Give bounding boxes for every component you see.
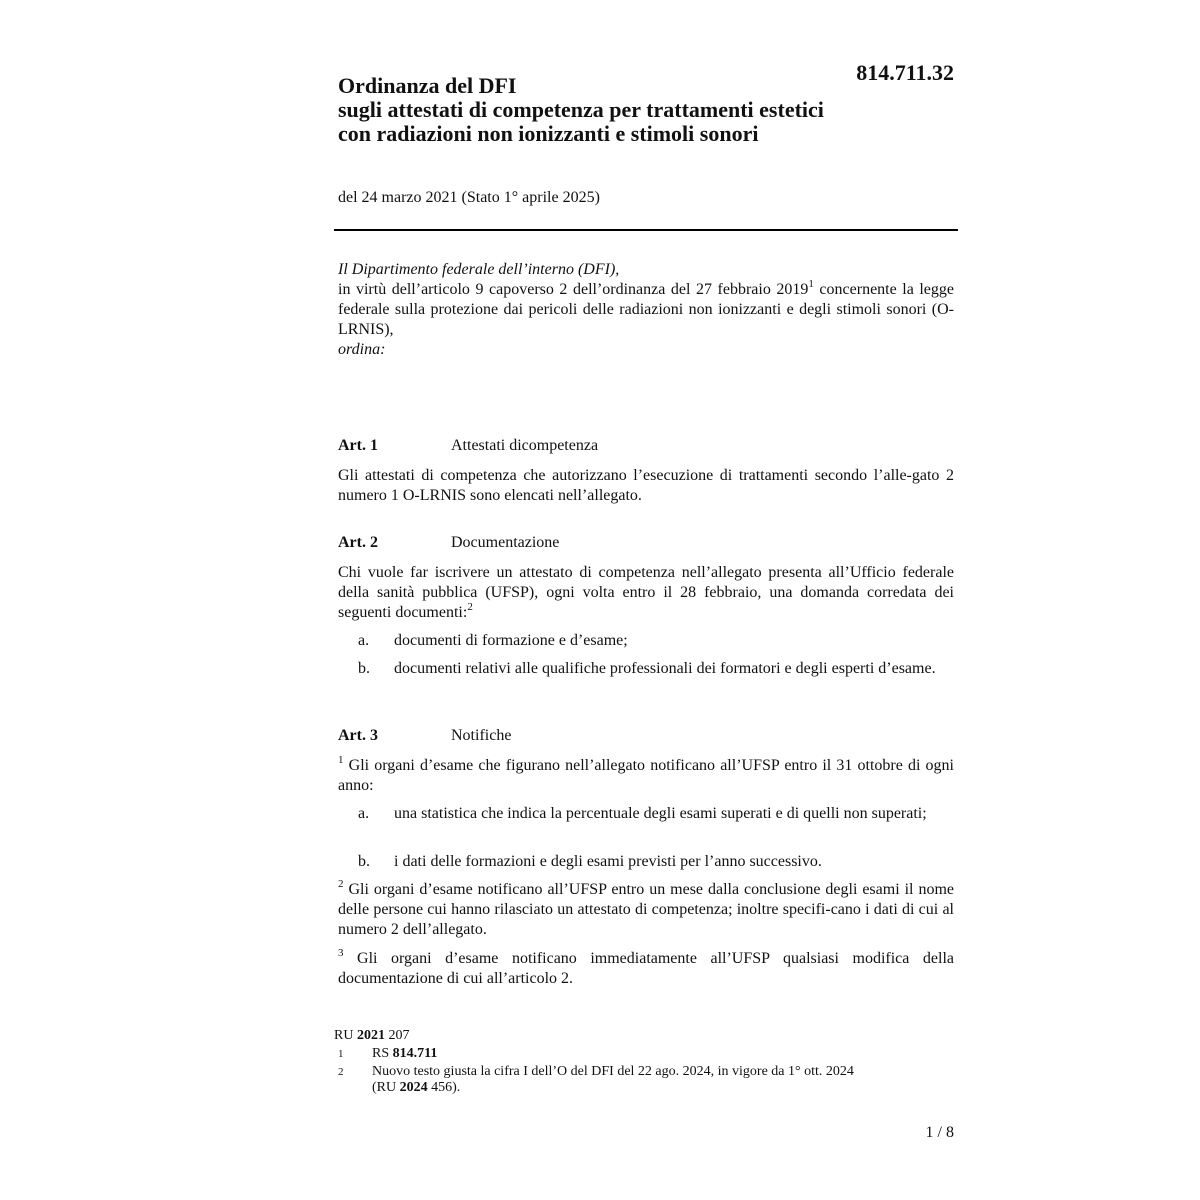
article-title: Documentazione	[451, 534, 560, 551]
article-text: Gli attestati di competenza che autorizzano l’esecuzione di trattamenti secondo l’alle-gato 2 numero 1 O-LRNIS sono elencati nell’allegato.	[338, 467, 954, 504]
footnote-number: 1	[338, 1048, 344, 1060]
paragraph-number: 2	[338, 878, 344, 890]
preamble-basis: in virtù dell’articolo 9 capoverso 2 dell’ordinanza del 27 febbraio 2019$^1$ concernente la legge federale sulla protezione dai pericoli delle radiazioni non ionizzanti e degli stimoli sonori (O-LRNIS),	[338, 278, 954, 338]
list-letter: a.	[358, 805, 370, 822]
list-item: b. i dati delle formazioni e degli esami previsti per l’anno successivo.	[358, 853, 822, 870]
footnote-number: 2	[338, 1066, 344, 1078]
title-line: Ordinanza del DFI	[338, 73, 517, 98]
article-heading	[338, 437, 598, 455]
footnote: 1 RS 814.711	[338, 1046, 438, 1061]
footnote-ref[interactable]: 1	[808, 278, 814, 290]
paragraph-number: 1	[338, 754, 344, 766]
paragraph: $^3$ Gli organi d’esame notificano immediatamente all’UFSP qualsiasi modifica della documentazione di cui all’articolo 2.	[338, 947, 954, 987]
list-item: b. documenti relativi alle qualifiche professionali dei formatori e degli esperti d’esame.	[358, 660, 936, 677]
paragraph: $^2$ Gli organi d’esame notificano all’UFSP entro un mese dalla conclusione degli esami il nome delle persone cui hanno rilasciato un attestato di competenza; inoltre specifi-cano i dati di cui al numero 2 dell’allegato.	[338, 878, 954, 938]
article-number: Art. 1	[338, 437, 378, 454]
preamble-ordina: ordina:	[338, 341, 386, 358]
list-item: a. documenti di formazione e d’esame;	[358, 632, 628, 649]
document-title	[338, 74, 938, 146]
article-title: Notifiche	[451, 727, 512, 744]
title-line: sugli attestati di competenza per trattamenti estetici	[338, 97, 824, 122]
paragraph-number: 3	[338, 947, 344, 959]
article-heading	[338, 534, 559, 552]
header-divider	[334, 229, 958, 231]
list-letter: b.	[358, 853, 370, 870]
article-heading	[338, 727, 511, 745]
list-letter: b.	[358, 660, 370, 677]
article-number: Art. 2	[338, 534, 378, 551]
page-number: 1 / 8	[925, 1124, 954, 1141]
article-text: Chi vuole far iscrivere un attestato di competenza nell’allegato presenta all’Ufficio federale della sanità pubblica (UFSP), ogni volta entro il 28 febbraio, una domanda corredata dei seguenti documenti:$^2$	[338, 564, 954, 621]
list-letter: a.	[358, 632, 370, 649]
preamble	[338, 260, 954, 360]
article-title: Attestati dicompetenza	[451, 437, 599, 454]
footnote: 2 Nuovo testo giusta la cifra I dell’O del DFI del 22 ago. 2024, in vigore da 1° ott. 2024 (RU 2024 456).	[338, 1064, 854, 1095]
paragraph: $^1$ Gli organi d’esame che figurano nell’allegato notificano all’UFSP entro il 31 ottobre di ogni anno:	[338, 754, 954, 794]
title-line: con radiazioni non ionizzanti e stimoli sonori	[338, 121, 759, 146]
sr-number: 814.711.32	[856, 60, 954, 85]
article-number: Art. 3	[338, 727, 378, 744]
list-item: a. una statistica che indica la percentuale degli esami superati e di quelli non superati;	[358, 805, 927, 822]
document-date: del 24 marzo 2021 (Stato 1° aprile 2025)	[338, 189, 600, 206]
preamble-authority: Il Dipartimento federale dell’interno (DFI),	[338, 261, 620, 278]
footnote-ref[interactable]: 2	[467, 601, 473, 613]
ru-reference: RU 2021 207	[334, 1028, 410, 1043]
